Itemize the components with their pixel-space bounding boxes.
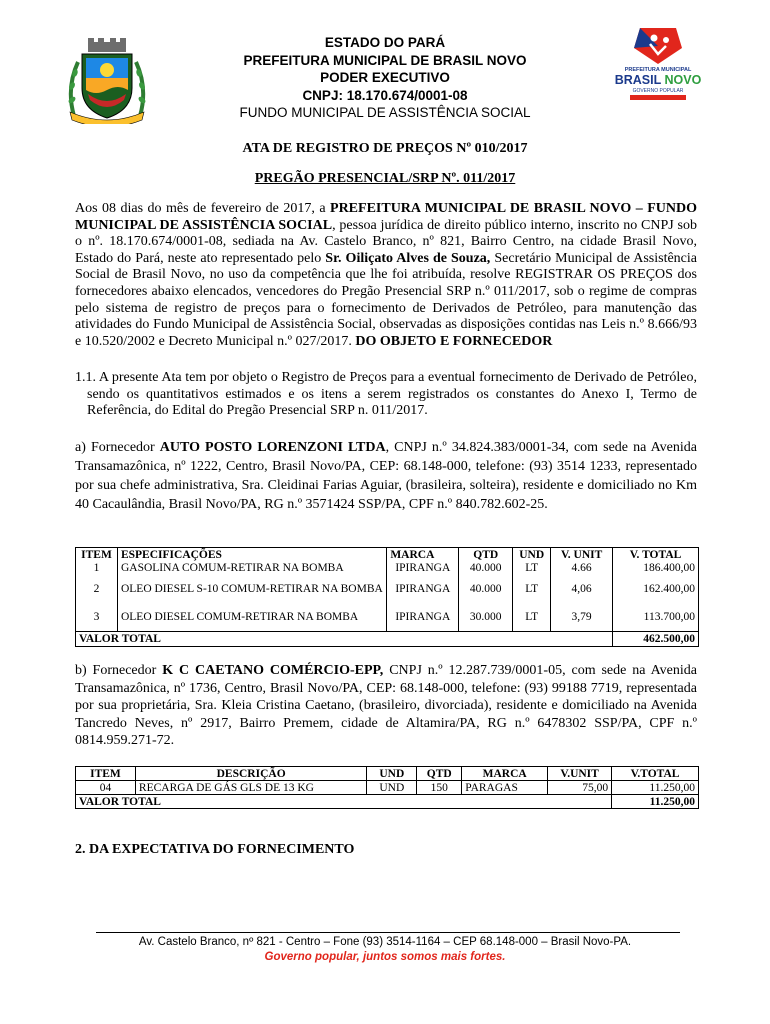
- table-a-header-item: ITEM: [76, 548, 118, 562]
- table-a-header-brand: MARCA: [387, 548, 459, 562]
- supplier-b-paragraph: b) Fornecedor K C CAETANO COMÉRCIO-EPP, CNPJ n.º 12.287.739/0001-05, com sede na Avenida Transamazônica, nº 1736, Centro, Brasil Novo/PA, CEP: 68.148-000, telefone: (93) 99188 7719, representada por sua proprietária, Sra. Kleia Cristina Caetano, (brasileiro, divorciada), residente e domiciliado na Avenida Tancredo Neves, nº 2917, Bairro Premem, cidade de Altamira/PA, RG n.º 6478302 SSP/PA, CPF n.º 0814.959.271-72.: [75, 663, 697, 748]
- table-cell: 04: [76, 781, 136, 795]
- ata-title: ATA DE REGISTRO DE PREÇOS Nº 010/2017: [242, 141, 528, 156]
- table-cell: LT: [513, 575, 551, 603]
- table-cell: IPIRANGA: [387, 575, 459, 603]
- table-a-header-spec: ESPECIFICAÇÕES: [117, 548, 386, 562]
- table-cell: RECARGA DE GÁS GLS DE 13 KG: [135, 781, 366, 795]
- table-total-row: [76, 632, 699, 647]
- table-cell: 30.000: [459, 603, 513, 632]
- table-cell: PARAGAS: [462, 781, 548, 795]
- footer-slogan: Governo popular, juntos somos mais fortes.: [264, 951, 506, 963]
- table-b-header-unit-price: V.UNIT: [548, 767, 612, 781]
- header-prefecture: PREFEITURA MUNICIPAL DE BRASIL NOVO: [243, 52, 527, 68]
- table-row: [76, 561, 699, 575]
- footer-divider: [96, 932, 680, 933]
- table-row: [76, 781, 699, 795]
- table-cell: IPIRANGA: [387, 561, 459, 575]
- letterhead: [0, 34, 770, 122]
- table-a-header-qty: QTD: [459, 548, 513, 562]
- table-a-header-unit: UND: [513, 548, 551, 562]
- table-cell: 11.250,00: [612, 781, 699, 795]
- table-cell: 113.700,00: [613, 603, 699, 632]
- table-cell: 4,06: [551, 575, 613, 603]
- table-cell: 3,79: [551, 603, 613, 632]
- table-b-header-brand: MARCA: [462, 767, 548, 781]
- table-cell: LT: [513, 603, 551, 632]
- table-b-total-value: 11.250,00: [612, 795, 699, 809]
- table-row: [76, 575, 699, 603]
- pregao-title: PREGÃO PRESENCIAL/SRP Nº. 011/2017: [254, 171, 516, 186]
- table-b-header-total: V.TOTAL: [612, 767, 699, 781]
- header-power: PODER EXECUTIVO: [320, 70, 450, 86]
- table-cell: 2: [76, 575, 118, 603]
- table-b-header-unit: UND: [367, 767, 417, 781]
- table-cell: 150: [417, 781, 462, 795]
- table-a-total-value: 462.500,00: [613, 632, 699, 647]
- table-a-header-unit-price: V. UNIT: [551, 548, 613, 562]
- table-cell: LT: [513, 561, 551, 575]
- table-cell: IPIRANGA: [387, 603, 459, 632]
- table-cell: 40.000: [459, 561, 513, 575]
- header-fund: FUNDO MUNICIPAL DE ASSISTÊNCIA SOCIAL: [239, 105, 531, 121]
- header-state: ESTADO DO PARÁ: [324, 35, 446, 50]
- table-b-header-description: DESCRIÇÃO: [135, 767, 366, 781]
- table-b-header-item: ITEM: [76, 767, 136, 781]
- section-2-heading: 2. DA EXPECTATIVA DO FORNECIMENTO: [75, 842, 355, 857]
- supplier-b-price-table: [75, 766, 699, 809]
- table-cell: 40.000: [459, 575, 513, 603]
- table-cell: UND: [367, 781, 417, 795]
- supplier-a-paragraph: a) Fornecedor AUTO POSTO LORENZONI LTDA, CNPJ n.º 34.824.383/0001-34, com sede na Avenida Transamazônica, nº 1222, Centro, Brasil Novo/PA, CEP: 68.148-000, telefone: (93) 3514 1233, representado por sua chefe administrativa, Sra. Cleidinai Farias Aguiar, (brasileira, solteira), residente e domiciliado no Km 40 Cacaulândia, Brasil Novo/PA, RG n.º 3571424 SSP/PA, CPF n.º 840.782.602-25.: [75, 440, 697, 512]
- footer-address: Av. Castelo Branco, nº 821 - Centro – Fone (93) 3514-1164 – CEP 68.148-000 – Brasil Novo-PA.: [138, 936, 632, 948]
- table-cell: 186.400,00: [613, 561, 699, 575]
- clause-1-1: 1.1. A presente Ata tem por objeto o Registro de Preços para a eventual fornecimento de Derivado de Petróleo, sendo os quantitativos estimados e os itens a serem registrados os constantes do Anexo I, Termo de Referência, do Edital do Pregão Presencial SRP n. 011/2017.: [75, 370, 697, 419]
- table-a-header-total: V. TOTAL: [613, 548, 699, 562]
- table-b-header-qty: QTD: [417, 767, 462, 781]
- table-a-total-label: VALOR TOTAL: [76, 632, 613, 647]
- table-cell: OLEO DIESEL COMUM-RETIRAR NA BOMBA: [117, 603, 386, 632]
- logo-top-text: PREFEITURA MUNICIPAL: [624, 67, 692, 73]
- table-cell: 1: [76, 561, 118, 575]
- header-cnpj: CNPJ: 18.170.674/0001-08: [302, 87, 468, 103]
- table-cell: 75,00: [548, 781, 612, 795]
- table-total-row: [76, 795, 699, 809]
- supplier-a-price-table: [75, 547, 699, 647]
- table-cell: 162.400,00: [613, 575, 699, 603]
- table-cell: 4.66: [551, 561, 613, 575]
- table-cell: GASOLINA COMUM-RETIRAR NA BOMBA: [117, 561, 386, 575]
- logo-sub-text: GOVERNO POPULAR: [632, 88, 684, 94]
- intro-paragraph: Aos 08 dias do mês de fevereiro de 2017, a PREFEITURA MUNICIPAL DE BRASIL NOVO – FUNDO MUNICIPAL DE ASSISTÊNCIA SOCIAL, pessoa jurídica de direito público interno, inscrito no CNPJ sob o nº. 18.170.674/0001-08, sediada na Av. Castelo Branco, nº 821, Bairro Centro, na cidade Brasil Novo, Estado do Pará, neste ato representado pelo Sr. Oiliçato Alves de Souza, Secretário Municipal de Assistência Social de Brasil Novo, no uso da competência que lhe foi atribuída, resolve REGISTRAR OS PREÇOS dos fornecedores abaixo elencados, vencedores do Pregão Presencial SRP n.º 011/2017, sob o regime de compras pelo sistema de registro de preços para o fornecimento de Derivados de Petróleo, para manutenção das atividades do Fundo Municipal de Assistência Social, observadas as disposições contidas nas Leis n.º 8.666/93 e 10.520/2002 e Decreto Municipal n.º 027/2017. DO OBJETO E FORNECEDOR: [75, 201, 697, 349]
- logo-name: BRASIL NOVO: [614, 73, 702, 87]
- table-row: [76, 603, 699, 632]
- table-b-total-label: VALOR TOTAL: [76, 795, 612, 809]
- table-cell: OLEO DIESEL S-10 COMUM-RETIRAR NA BOMBA: [117, 575, 386, 603]
- table-cell: 3: [76, 603, 118, 632]
